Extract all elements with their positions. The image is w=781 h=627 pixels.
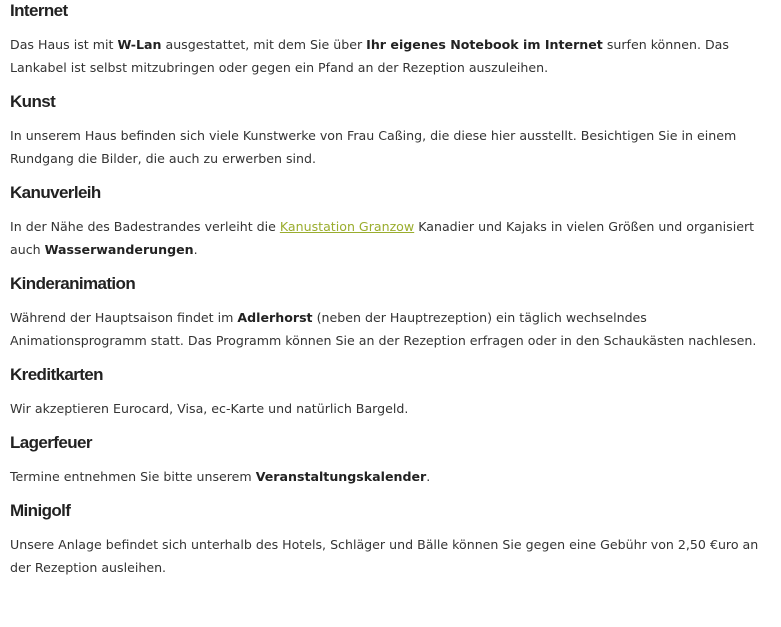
section-minigolf (10, 499, 771, 579)
section-kanuverleih (10, 181, 771, 261)
kanustation-granzow-link[interactable]: Kanustation Granzow (279, 219, 415, 234)
section-kunst (10, 90, 771, 170)
section-text (10, 124, 771, 170)
section-title: Kanuverleih (10, 183, 101, 202)
section-text (10, 306, 771, 352)
text-run: . (426, 469, 431, 484)
section-text (10, 465, 771, 488)
section-internet (10, 0, 771, 79)
bold-text: W-Lan (117, 37, 162, 52)
bold-text: Adlerhorst (237, 310, 313, 325)
text-run: Kanadier und Kajaks in vielen Größen und organisiert auch (10, 219, 755, 257)
text-run: Das Haus ist mit (10, 37, 118, 52)
section-title: Kinderanimation (10, 274, 136, 293)
section-title: Kreditkarten (10, 365, 103, 384)
text-run: In unserem Haus befinden sich viele Kunstwerke von Frau Caßing, die diese hier ausstellt. Besichtigen Sie in einem Rundgang die Bilder, die auch zu erwerben sind. (10, 128, 737, 166)
section-text (10, 33, 771, 79)
section-title: Internet (10, 1, 68, 20)
text-run: (neben der Hauptrezeption) ein täglich wechselndes Animationsprogramm statt. Das Programm können Sie an der Rezeption erfragen oder in den Schaukästen nachlesen. (10, 310, 757, 348)
section-kinderanimation (10, 272, 771, 352)
text-run: Unsere Anlage befindet sich unterhalb des Hotels, Schläger und Bälle können Sie gegen eine Gebühr von 2,50 €uro an der Rezeption ausleihen. (10, 537, 759, 575)
bold-text: Ihr eigenes Notebook im Internet (366, 37, 603, 52)
section-text (10, 215, 771, 261)
text-run: Während der Hauptsaison findet im (10, 310, 238, 325)
bold-text: Veranstaltungskalender (255, 469, 427, 484)
text-run: In der Nähe des Badestrandes verleiht die (10, 219, 280, 234)
section-lagerfeuer (10, 431, 771, 488)
text-run: ausgestattet, mit dem Sie über (161, 37, 367, 52)
section-text (10, 397, 771, 420)
section-text (10, 533, 771, 579)
text-run: Termine entnehmen Sie bitte unserem (10, 469, 256, 484)
bold-text: Wasserwanderungen (44, 242, 194, 257)
section-title: Minigolf (10, 501, 71, 520)
text-run: surfen können. Das Lankabel ist selbst mitzubringen oder gegen ein Pfand an der Rezeption auszuleihen. (10, 37, 729, 75)
section-title: Lagerfeuer (10, 433, 92, 452)
text-run: Wir akzeptieren Eurocard, Visa, ec-Karte und natürlich Bargeld. (10, 401, 409, 416)
text-run: . (193, 242, 198, 257)
section-kreditkarten (10, 363, 771, 420)
section-title: Kunst (10, 92, 56, 111)
